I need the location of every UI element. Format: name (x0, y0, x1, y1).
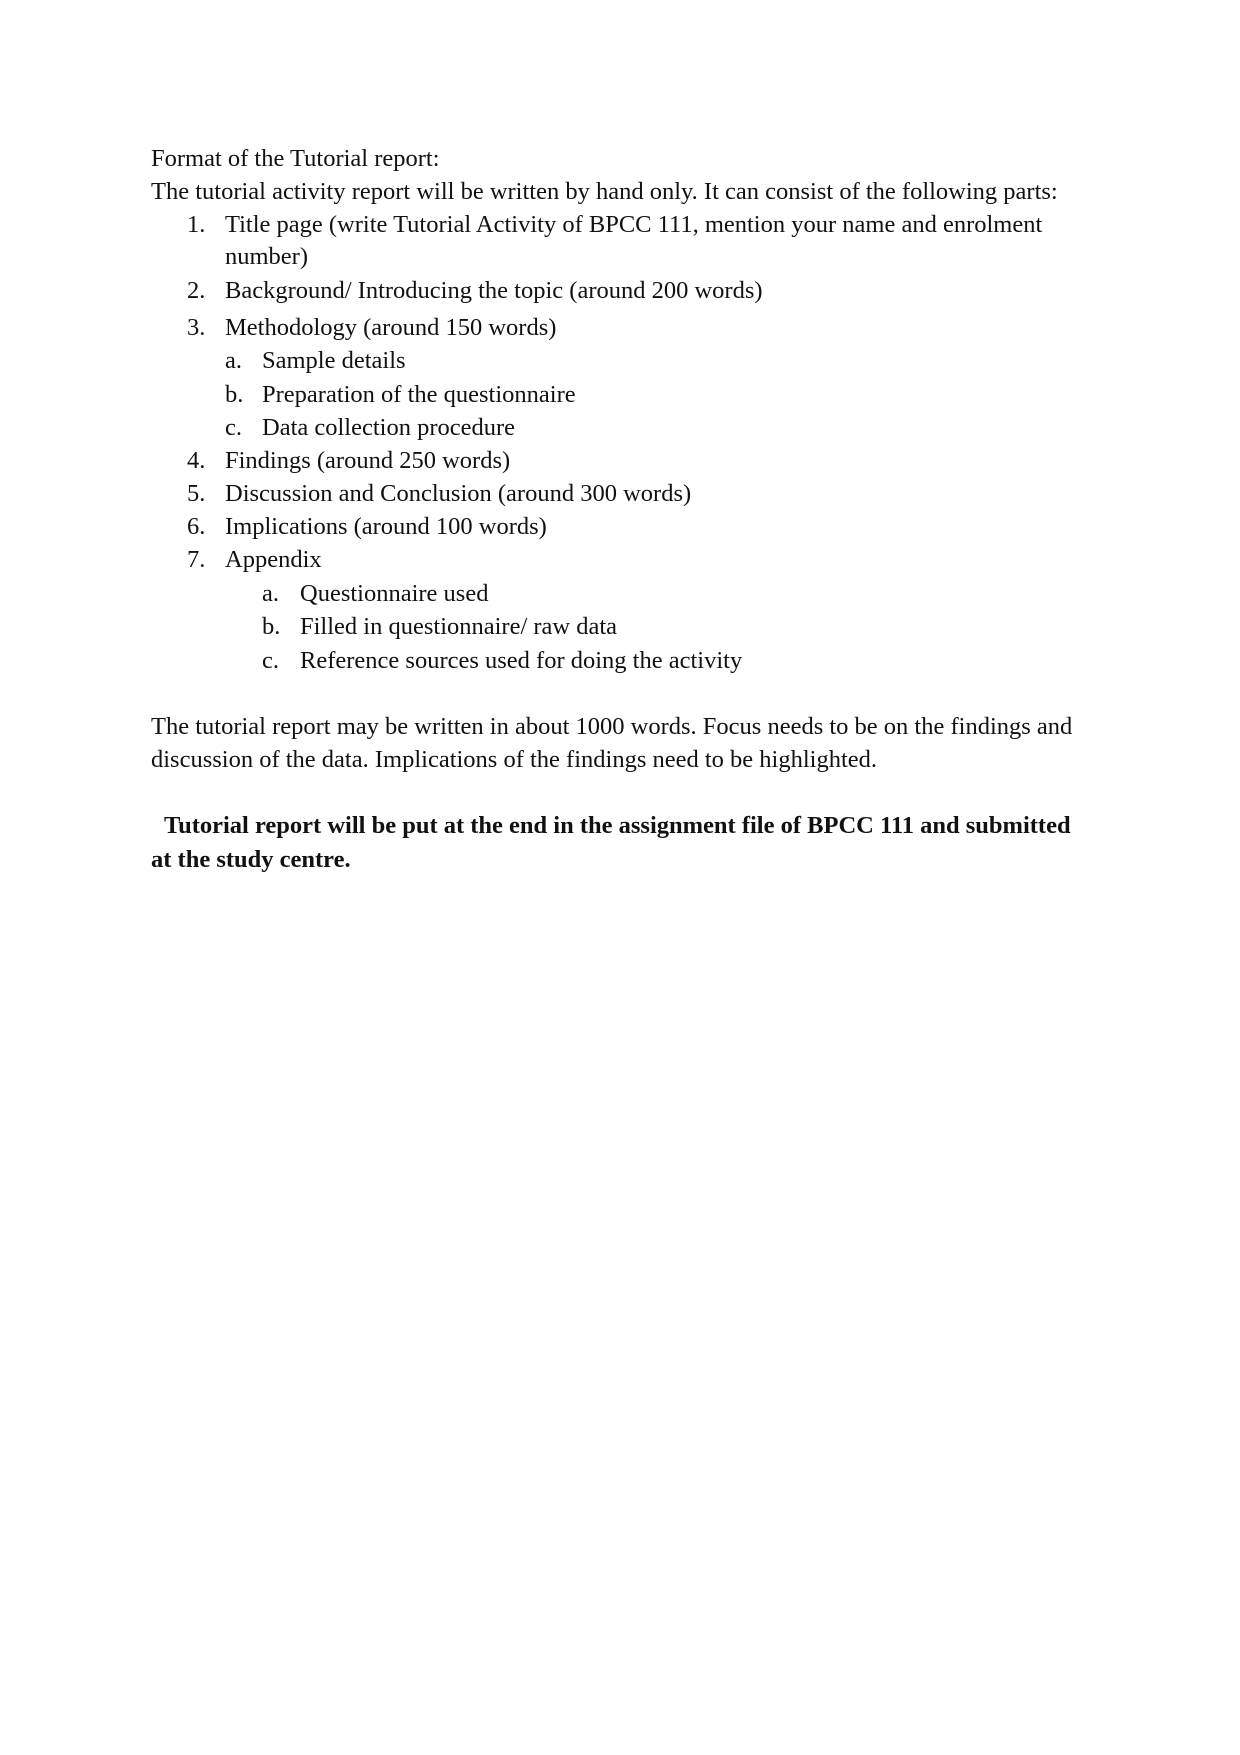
sub-list-letter: c. (262, 647, 279, 674)
sub-list-letter: c. (225, 414, 242, 441)
list-text: Appendix (225, 546, 322, 573)
sub-list-text: Reference sources used for doing the activity (300, 647, 743, 674)
list-text-continued: number) (225, 243, 308, 270)
sub-list-text: Preparation of the questionnaire (262, 381, 576, 408)
sub-list-letter: a. (225, 347, 242, 374)
list-text: Title page (write Tutorial Activity of BPCC 111, mention your name and enrolment (225, 211, 1043, 238)
submission-note: Tutorial report will be put at the end in the assignment file of BPCC 111 and submitted (164, 812, 1071, 839)
list-text: Findings (around 250 words) (225, 447, 511, 474)
list-number: 5. (187, 480, 206, 507)
paragraph-line: discussion of the data. Implications of the findings need to be highlighted. (151, 746, 878, 773)
intro-text: The tutorial activity report will be written by hand only. It can consist of the following parts: (151, 178, 1058, 205)
sub-list-text: Questionnaire used (300, 580, 489, 607)
list-number: 2. (187, 277, 206, 304)
list-number: 3. (187, 314, 206, 341)
list-text: Implications (around 100 words) (225, 513, 547, 540)
sub-list-text: Filled in questionnaire/ raw data (300, 613, 618, 640)
sub-list-text: Data collection procedure (262, 414, 516, 441)
submission-note-continued: at the study centre. (151, 846, 351, 873)
sub-list-letter: b. (225, 381, 244, 408)
list-text: Background/ Introducing the topic (around 200 words) (225, 277, 763, 304)
sub-list-text: Sample details (262, 347, 406, 374)
list-number: 7. (187, 546, 206, 573)
paragraph-line: The tutorial report may be written in about 1000 words. Focus needs to be on the findings and (151, 713, 1073, 740)
list-number: 1. (187, 211, 206, 238)
sub-list-letter: b. (262, 613, 281, 640)
list-number: 6. (187, 513, 206, 540)
heading: Format of the Tutorial report: (151, 145, 440, 172)
list-number: 4. (187, 447, 206, 474)
list-text: Discussion and Conclusion (around 300 words) (225, 480, 692, 507)
sub-list-letter: a. (262, 580, 279, 607)
list-text: Methodology (around 150 words) (225, 314, 557, 341)
